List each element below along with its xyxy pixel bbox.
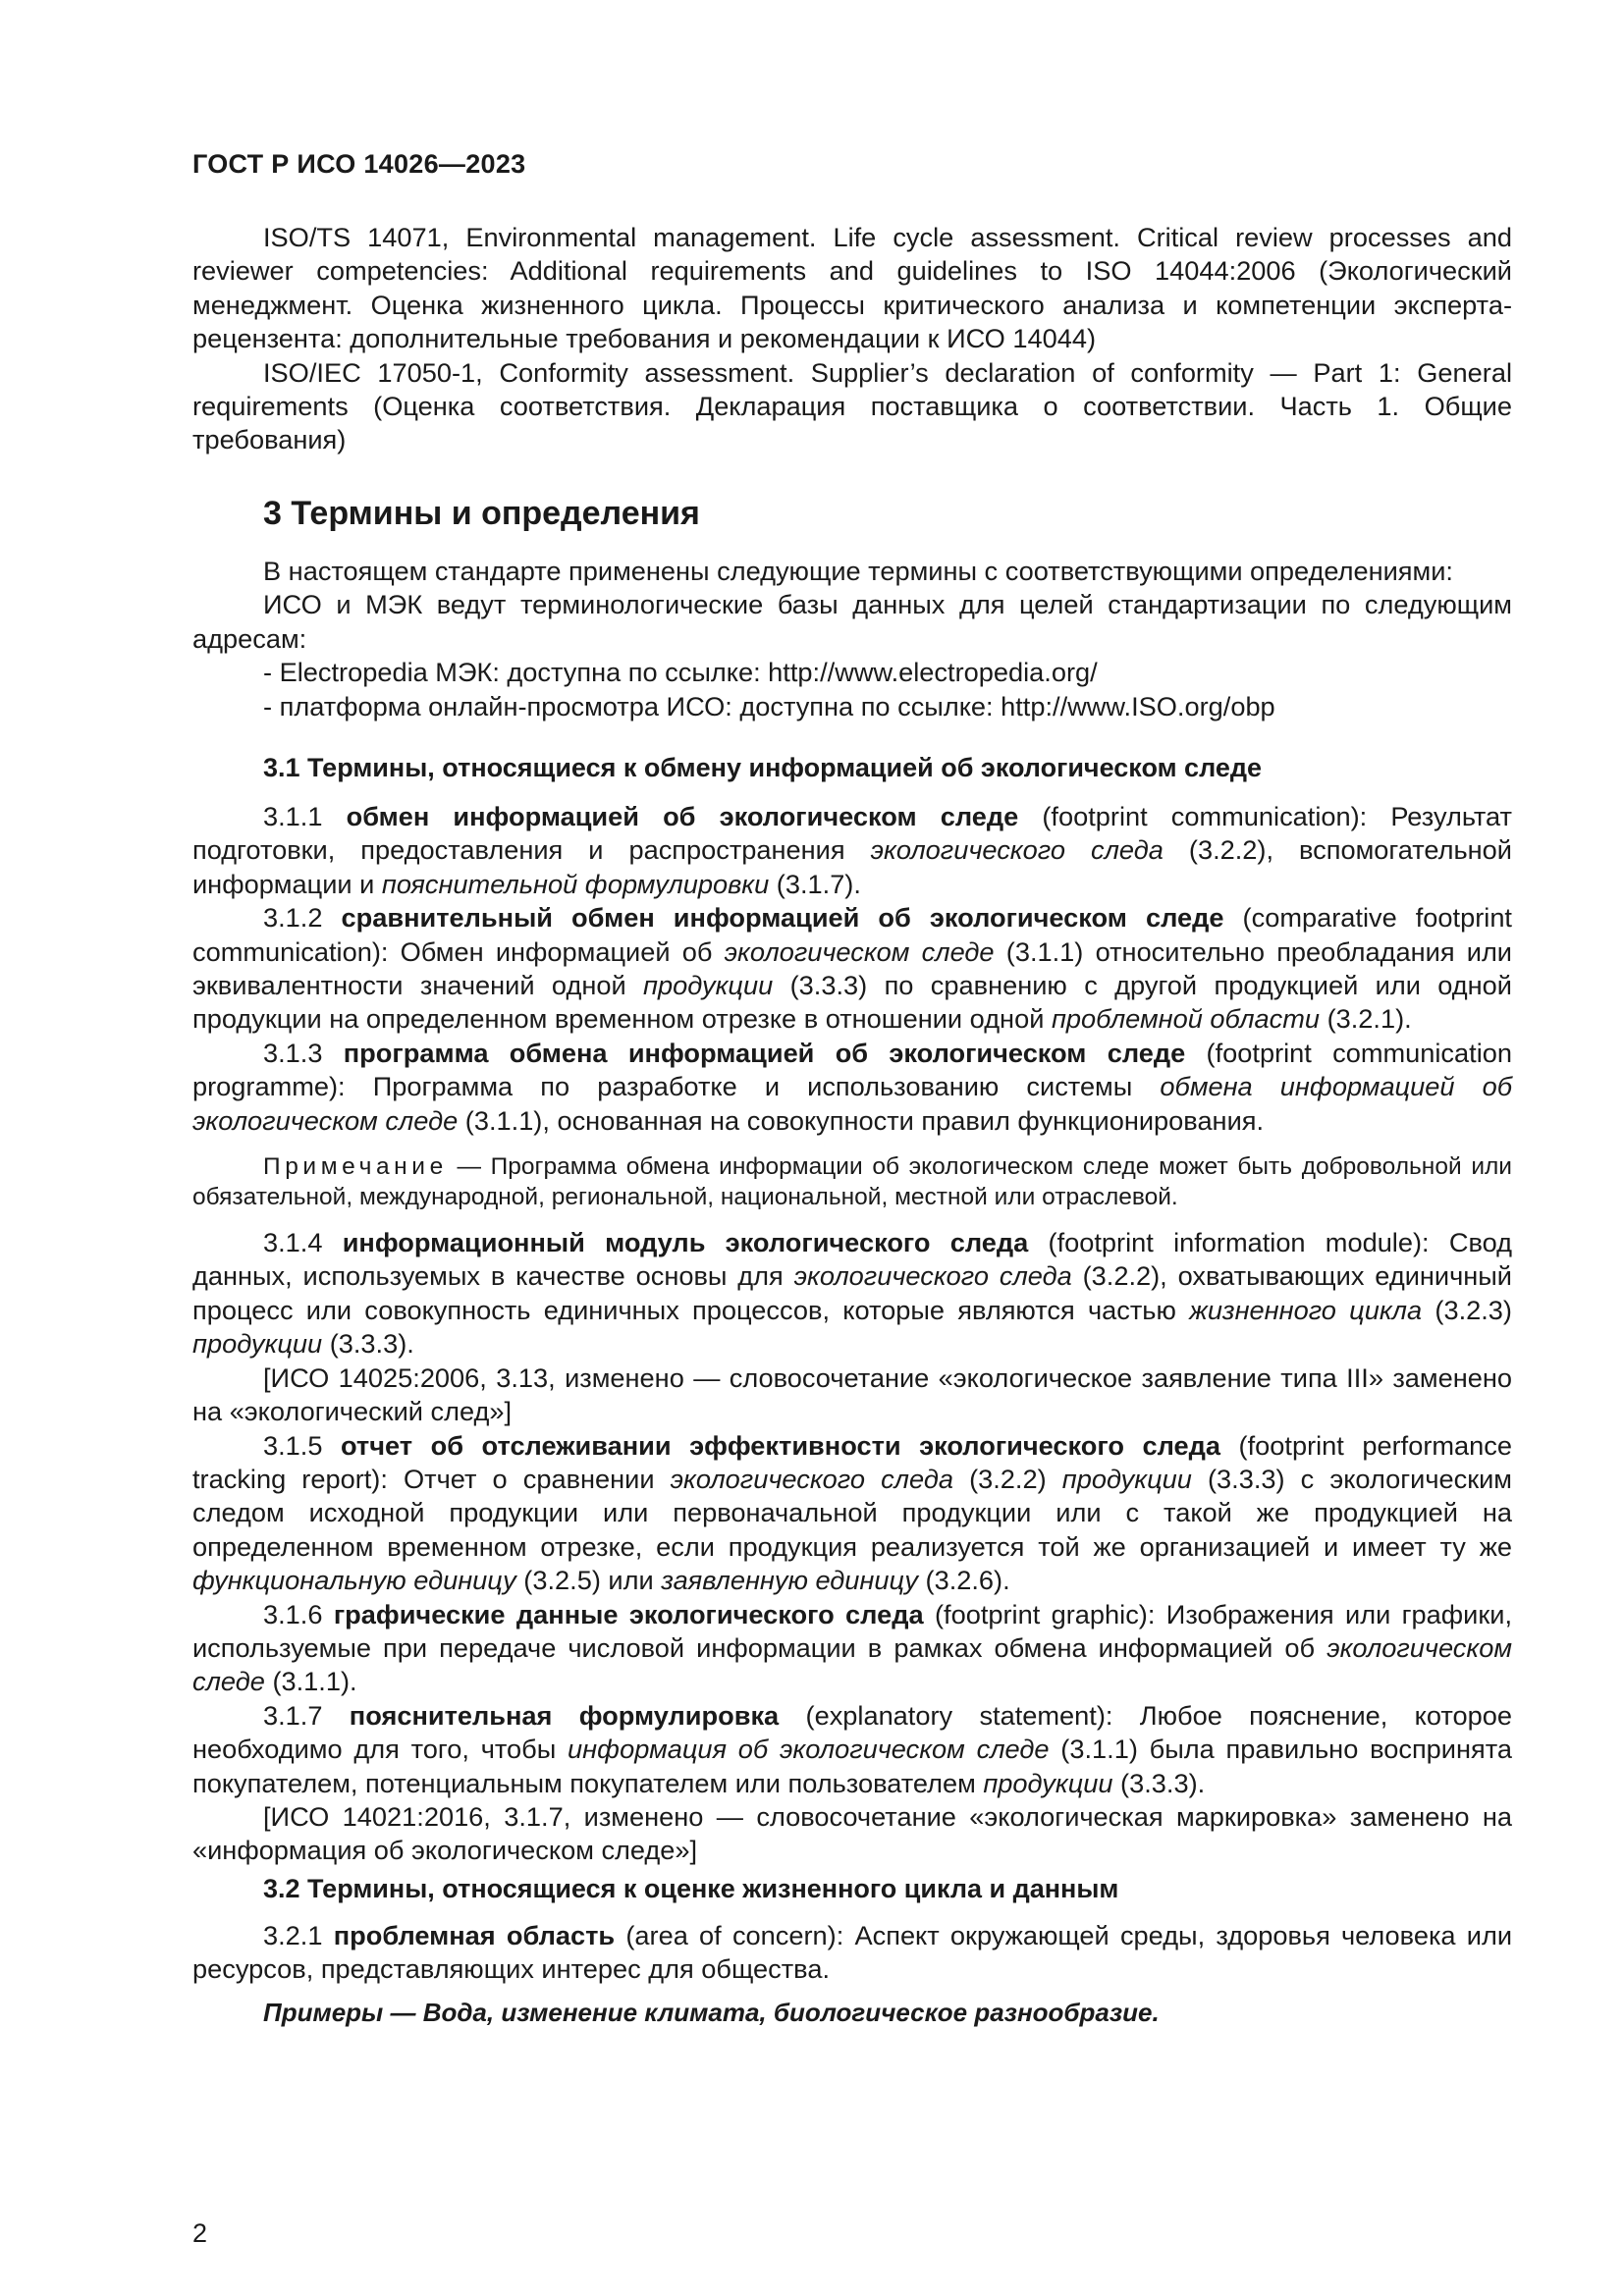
intro-paragraph: В настоящем стандарте применены следующие термины с соответствующими определениями: (263, 556, 1453, 586)
subsection-title-3-1: 3.1 Термины, относящиеся к обмену информацией об экологическом следе (263, 753, 1263, 782)
term-name: пояснительная формулировка (349, 1699, 780, 1731)
term-number: 3.1.6 (263, 1598, 323, 1629)
section-title: 3 Термины и определения (263, 495, 700, 532)
page-number: 2 (192, 2218, 208, 2248)
subsection-title-3-2: 3.2 Термины, относящиеся к оценке жизненного цикла и данным (263, 1874, 1119, 1903)
term-name: информационный модуль экологического следа (342, 1227, 1029, 1258)
term-3-2-1: 3.2.1 проблемная область (area of concern): Аспект окружающей среды, здоровья человека или ресурсов, представляющих интерес для общества. (192, 1920, 1513, 1985)
term-3-1-1: 3.1.1 обмен информацией об экологическом следе (footprint communication): Результат подготовки, предоставления и распространения экологического следа (3.2.2), вспомогательной информации и пояснительной формулировки (3.1.7). (192, 801, 1512, 899)
term-number: 3.1.2 (263, 902, 323, 934)
term-3-1-7: 3.1.7 пояснительная формулировка (explanatory statement): Любое пояснение, которое необходимо для того, чтобы информация об экологическом следе (3.1.1) была правильно воспринята покупателем, потенциальным покупателем или пользователем продукции (3.3.3). (192, 1699, 1512, 1798)
intro-iso-obp: - платформа онлайн-просмотра ИСО: доступна по ссылке: http://www.ISO.org/obp (263, 690, 1275, 721)
intro-electropedia: - Electropedia МЭК: доступна по ссылке: http://www.electropedia.org/ (263, 657, 1098, 688)
term-name: программа обмена информацией об экологическом следе (343, 1037, 1186, 1068)
term-number: 3.1.3 (263, 1037, 323, 1068)
term-number: 3.2.1 (263, 1920, 323, 1950)
note-text: — Программа обмена информации об экологическом следе может быть добровольной или обязательной, международной, региональной, национальной, местной или отраслевой. (192, 1153, 1512, 1211)
term-3-1-4: 3.1.4 информационный модуль экологического следа (footprint information module): Свод данных, используемых в качестве основы для экологического следа (3.2.2), охватывающих единичный процесс или совокупность единичных процессов, которые являются частью жизненного цикла (3.2.3) продукции (3.3.3). (192, 1227, 1512, 1360)
references-block (192, 221, 1512, 457)
term-3-1-4-source: [ИСО 14025:2006, 3.13, изменено — словосочетание «экологическое заявление типа III» заменено на «экологический след»] (192, 1362, 1512, 1427)
terms-3-1-block (192, 800, 1512, 1868)
note-label: Примечание (263, 1153, 448, 1181)
note-3-1-3 (192, 1151, 1512, 1212)
term-number: 3.1.4 (263, 1227, 323, 1258)
intro-databases: ИСО и МЭК ведут терминологические базы данных для целей стандартизации по следующим адресам: (192, 589, 1512, 654)
document-header: ГОСТ Р ИСО 14026—2023 (192, 149, 526, 179)
term-3-1-3: 3.1.3 программа обмена информацией об экологическом следе (footprint communication programme): Программа по разработке и использованию системы обмена информацией об экологическом следе (3.1.1), основанная на совокупности правил функционирования. (192, 1037, 1512, 1136)
terms-3-2-block (192, 1919, 1512, 1987)
section-intro (192, 555, 1512, 723)
term-name: сравнительный обмен информацией об экологическом следе (341, 902, 1224, 934)
term-3-1-7-source: [ИСО 14021:2016, 3.1.7, изменено — словосочетание «экологическая маркировка» заменено на «информация об экологическом следе»] (192, 1800, 1512, 1866)
example-text: Примеры — Вода, изменение климата, биологическое разнообразие. (263, 1998, 1160, 2027)
term-3-1-2: 3.1.2 сравнительный обмен информацией об экологическом следе (comparative footprint communication): Обмен информацией об экологическом следе (3.1.1) относительно преобладания или эквивалентности значений одной продукции (3.3.3) по сравнению с другой продукцией или одной продукции на определенном временном отрезке в отношении одной проблемной области (3.2.1). (192, 902, 1512, 1035)
term-name: проблемная область (333, 1920, 616, 1950)
reference-iso-iec-17050-1: ISO/IEC 17050-1, Conformity assessment. Supplier’s declaration of conformity — Part 1: General requirements (Оценка соответствия. Декларация поставщика о соответствии. Часть 1. Общие требования) (192, 356, 1512, 455)
term-name: обмен информацией об экологическом следе (346, 801, 1019, 831)
term-number: 3.1.1 (263, 801, 323, 831)
reference-iso-ts-14071: ISO/TS 14071, Environmental management. Life cycle assessment. Critical review processes and reviewer competencies: Additional requirements and guidelines to ISO 14044:2006 (Экологический менеджмент. Оценка жизненного цикла. Процессы критического анализа и компетенции эксперта-рецензента: дополнительные требования и рекомендации к ИСО 14044) (192, 222, 1512, 354)
term-name: графические данные экологического следа (333, 1598, 924, 1629)
term-3-1-6: 3.1.6 графические данные экологического следа (footprint graphic): Изображения или графики, используемые при передаче числовой информации в рамках обмена информацией об экологическом следе (3.1.1). (192, 1598, 1512, 1697)
term-3-1-5: 3.1.5 отчет об отслеживании эффективности экологического следа (footprint performance tracking report): Отчет о сравнении экологического следа (3.2.2) продукции (3.3.3) с экологическим следом исходной продукции или первоначальной продукции или с такой же продукцией на определенном временном отрезке, если продукция реализуется той же организацией и имеет ту же функциональную единицу (3.2.5) или заявленную единицу (3.2.6). (192, 1429, 1512, 1596)
term-number: 3.1.7 (263, 1699, 323, 1731)
term-number: 3.1.5 (263, 1429, 323, 1461)
term-name: отчет об отслеживании эффективности экологического следа (341, 1429, 1221, 1461)
